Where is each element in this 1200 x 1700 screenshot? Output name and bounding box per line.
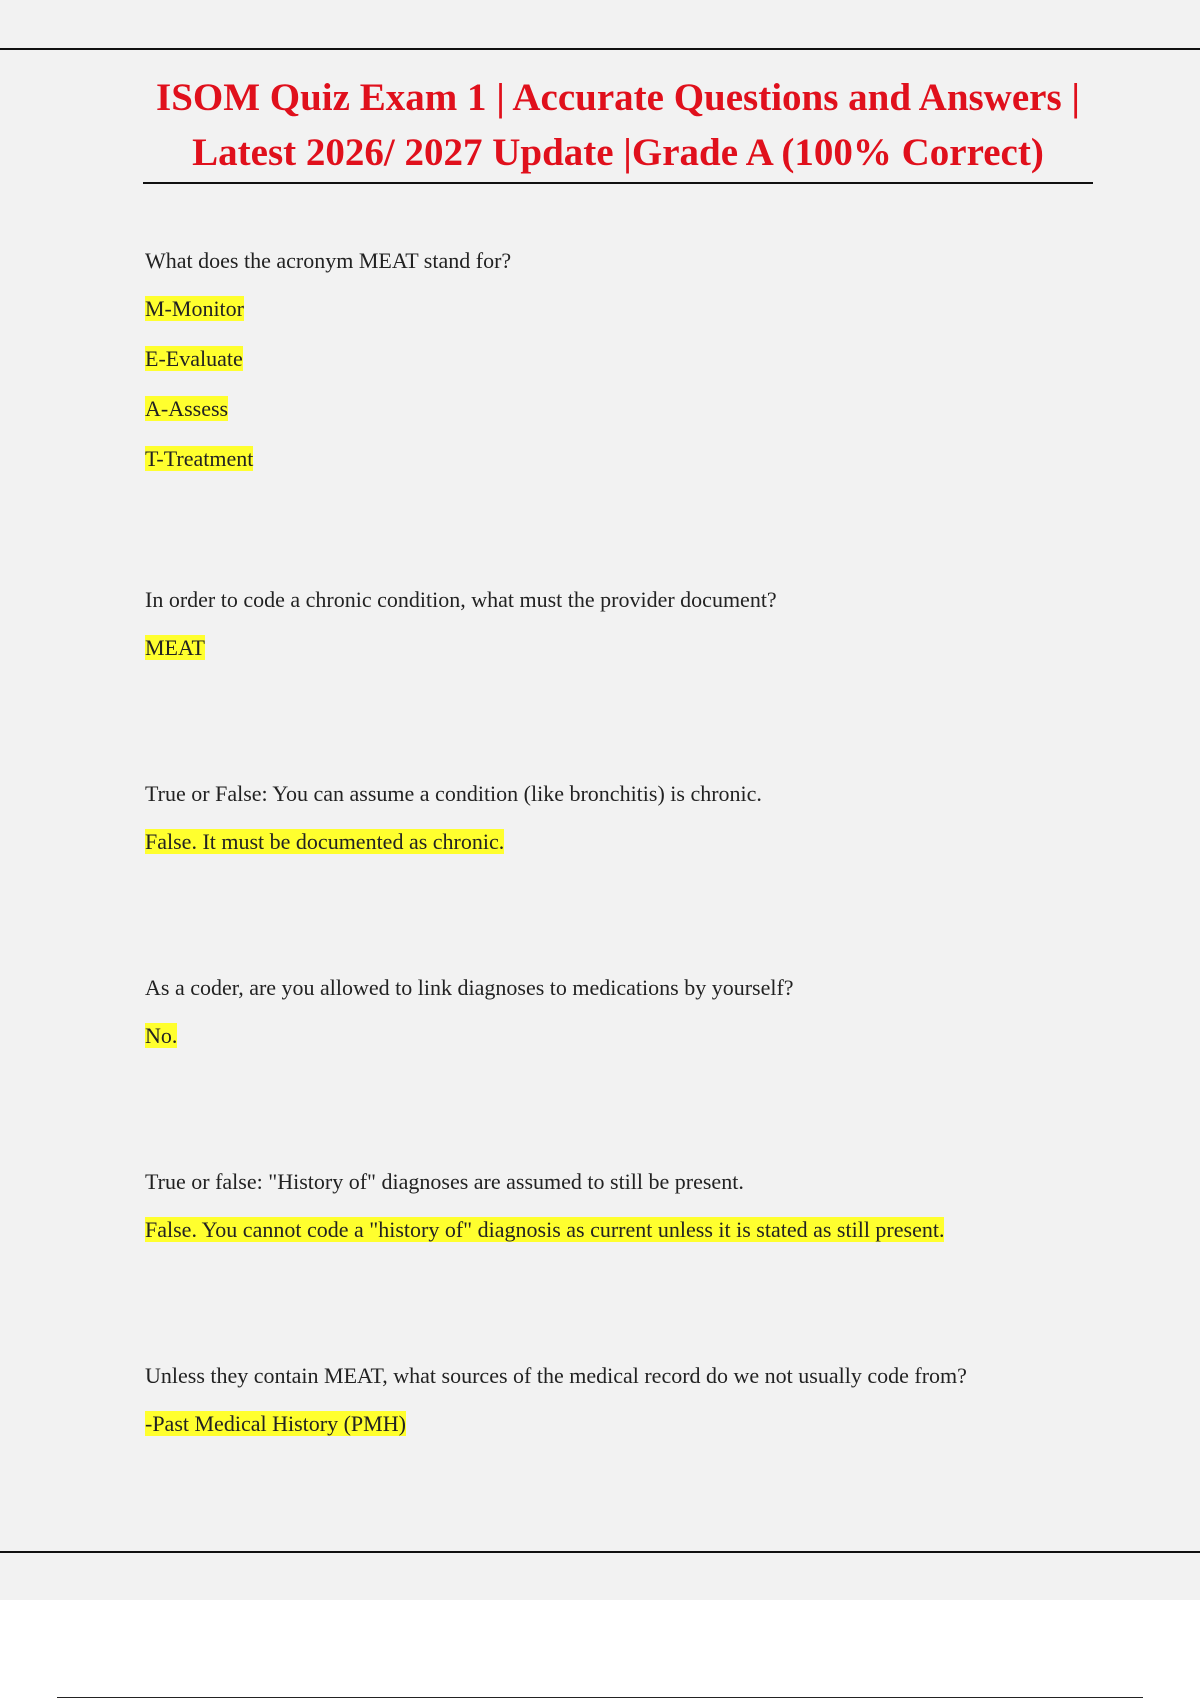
answer-1-4: T-Treatment (145, 446, 254, 471)
answer-3-1: False. It must be documented as chronic. (145, 829, 505, 854)
question-2: In order to code a chronic condition, what must the provider document? (145, 587, 777, 612)
answer-1-1: M-Monitor (145, 296, 244, 321)
answer-list-1 (145, 295, 1105, 476)
qa-block-5 (145, 1167, 1105, 1247)
answer-list-3 (145, 828, 1105, 859)
top-rule (0, 48, 1200, 50)
answer-list-6 (145, 1410, 1105, 1441)
bottom-rule (0, 1551, 1200, 1553)
qa-block-2 (145, 585, 1105, 665)
question-4: As a coder, are you allowed to link diagnoses to medications by yourself? (145, 975, 794, 1000)
answer-2-1: MEAT (145, 635, 205, 660)
answer-list-5 (145, 1216, 1105, 1247)
question-1: What does the acronym MEAT stand for? (145, 248, 512, 273)
question-5: True or false: "History of" diagnoses are assumed to still be present. (145, 1169, 744, 1194)
question-6: Unless they contain MEAT, what sources of the medical record do we not usually code from? (145, 1363, 967, 1388)
document-title: ISOM Quiz Exam 1 | Accurate Questions and Answers | Latest 2026/ 2027 Update |Grade A (100% Correct) (156, 76, 1080, 174)
title-underline (143, 182, 1093, 184)
answer-list-2 (145, 634, 1105, 665)
qa-block-3 (145, 779, 1105, 859)
qa-block-4 (145, 973, 1105, 1053)
answer-1-2: E-Evaluate (145, 346, 243, 371)
answer-1-3: A-Assess (145, 396, 229, 421)
answer-5-1: False. You cannot code a "history of" diagnosis as current unless it is stated as still present. (145, 1217, 945, 1242)
qa-block-1 (145, 246, 1105, 476)
answer-list-4 (145, 1022, 1105, 1053)
answer-4-1: No. (145, 1023, 178, 1048)
answer-6-1: -Past Medical History (PMH) (145, 1411, 406, 1436)
question-3: True or False: You can assume a condition (like bronchitis) is chronic. (145, 781, 762, 806)
footer-rule (57, 1697, 1143, 1698)
qa-block-6 (145, 1361, 1105, 1441)
